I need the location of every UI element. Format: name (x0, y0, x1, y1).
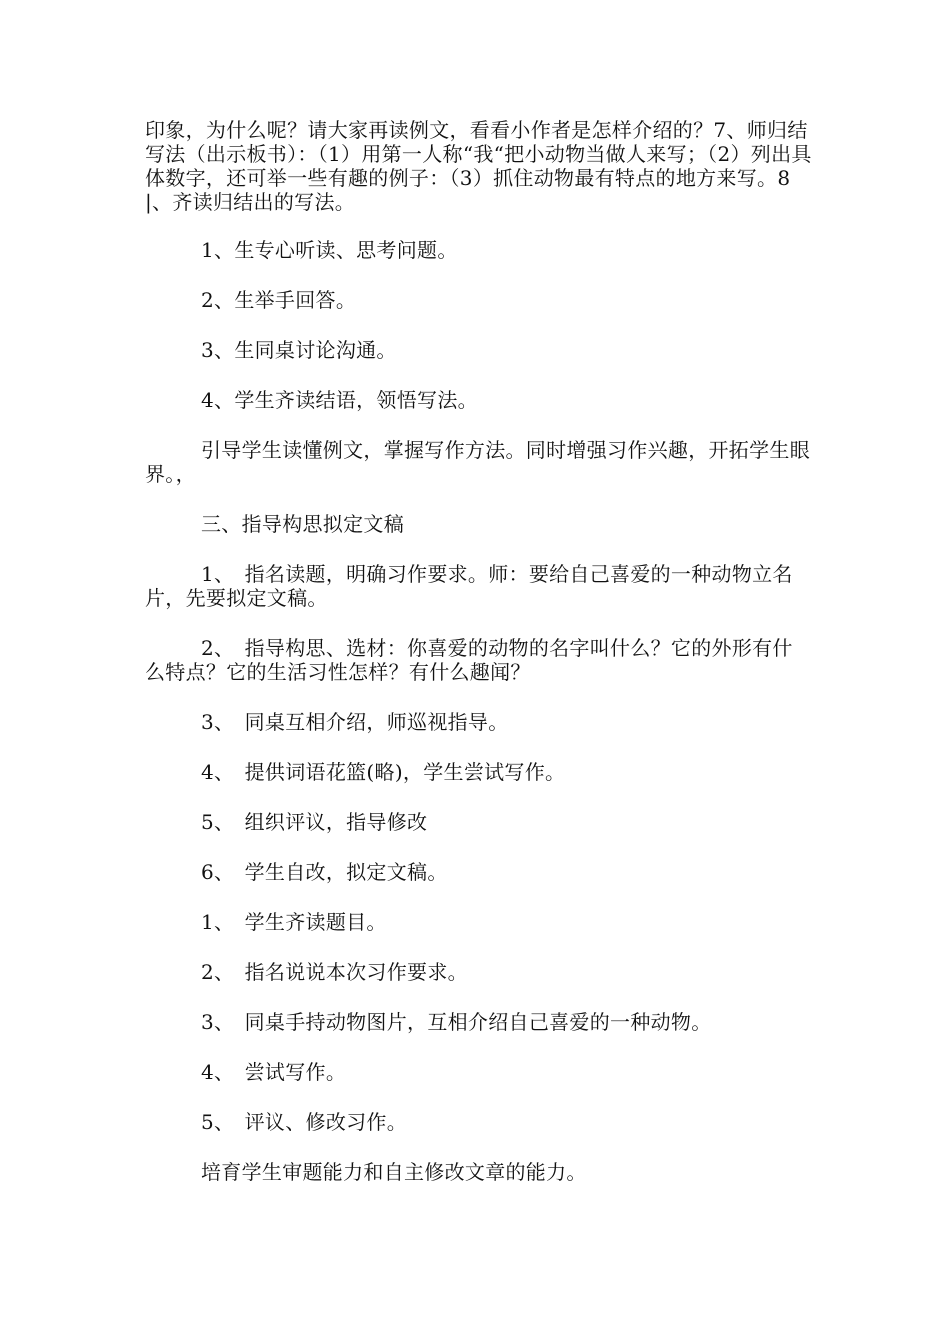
paragraph-writing-method: 印象，为什么呢？请大家再读例文，看看小作者是怎样介绍的？7、师归结写法（出示板书）：（1）用第一人称“我“把小动物当做人来写；（2）列出具体数字，还可举一些有趣的例子：（3）抓住动物最有特点的地方来写。8|、齐读归结出的写法。 (145, 118, 812, 214)
paragraph-student-discuss: 3、生同桌讨论沟通。 (201, 338, 397, 362)
paragraph-step-3: 3、 同桌互相介绍，师巡视指导。 (201, 710, 509, 734)
paragraph-student-step-3: 3、 同桌手持动物图片，互相介绍自己喜爱的一种动物。 (201, 1010, 712, 1034)
paragraph-student-step-5: 5、 评议、修改习作。 (201, 1110, 408, 1134)
document-page (145, 118, 813, 1184)
paragraph-step-5: 5、 组织评议，指导修改 (201, 810, 428, 834)
paragraph-student-step-1: 1、 学生齐读题目。 (201, 910, 387, 934)
paragraph-student-answer: 2、生举手回答。 (201, 288, 357, 312)
paragraph-student-step-2: 2、 指名说说本次习作要求。 (201, 960, 468, 984)
paragraph-ability-purpose: 培育学生审题能力和自主修改文章的能力。 (201, 1160, 587, 1184)
section-heading-three: 三、指导构思拟定文稿 (201, 512, 404, 536)
paragraph-step-6: 6、 学生自改，拟定文稿。 (201, 860, 448, 884)
paragraph-student-listen: 1、生专心听读、思考问题。 (201, 238, 458, 262)
paragraph-guide-purpose: 引导学生读懂例文，掌握写作方法。同时增强习作兴趣，开拓学生眼界。， (145, 438, 810, 486)
paragraph-step-1: 1、 指名读题，明确习作要求。师：要给自己喜爱的一种动物立名片，先要拟定文稿。 (145, 562, 793, 610)
paragraph-step-2: 2、 指导构思、选材：你喜爱的动物的名字叫什么？它的外形有什么特点？它的生活习性怎样？有什么趣闻？ (145, 636, 793, 684)
paragraph-student-read: 4、学生齐读结语，领悟写法。 (201, 388, 478, 412)
paragraph-student-step-4: 4、 尝试写作。 (201, 1060, 347, 1084)
paragraph-step-4: 4、 提供词语花篮(略)，学生尝试写作。 (201, 760, 566, 784)
